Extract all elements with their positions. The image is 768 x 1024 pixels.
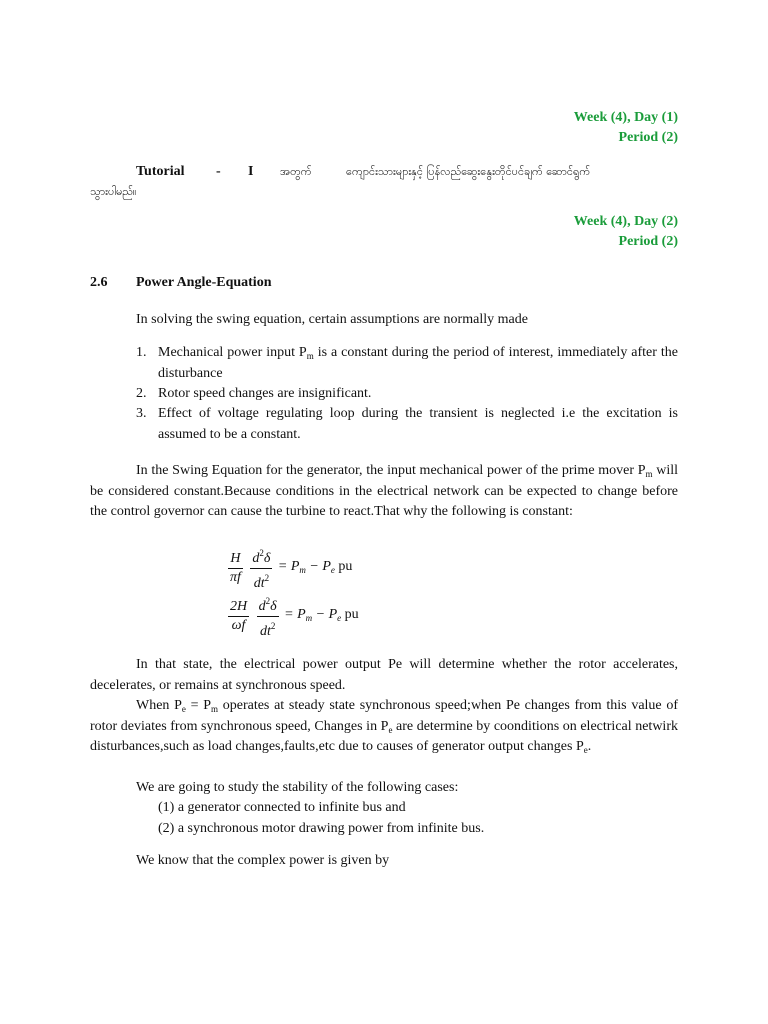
paragraph-when bbox=[90, 696, 678, 758]
subscript: e bbox=[181, 704, 186, 714]
eq-unit: pu bbox=[344, 607, 359, 622]
eq-term: ωf bbox=[231, 618, 246, 633]
eq-term: δ bbox=[263, 551, 271, 566]
eq-term: H bbox=[230, 551, 241, 566]
eq-term: − P bbox=[305, 559, 331, 574]
para-text: = P bbox=[185, 698, 212, 713]
list-text: Mechanical power input P bbox=[158, 345, 307, 360]
subscript: e bbox=[583, 745, 588, 755]
para-text: are determine by coonditions on electrical netwirk disturbances,such as load changes,faults,etc due to causes of generator output changes P bbox=[90, 718, 678, 754]
tutorial-dash: - bbox=[216, 164, 221, 179]
paragraph-study: We are going to study the stability of the following cases: bbox=[136, 780, 459, 795]
eq-sub: m bbox=[305, 613, 313, 623]
myanmar-text-a: အတွက် bbox=[280, 165, 312, 178]
eq-sub: m bbox=[299, 565, 306, 575]
subscript: m bbox=[645, 469, 653, 479]
subscript: e bbox=[388, 724, 393, 735]
list-item bbox=[136, 404, 678, 445]
period-label: Period (2) bbox=[618, 130, 678, 145]
eq-term: = P bbox=[284, 607, 306, 622]
tutorial-number: I bbox=[248, 164, 254, 179]
eq-term: δ bbox=[270, 599, 277, 614]
list-number: 2. bbox=[136, 386, 147, 401]
paragraph-swing bbox=[90, 461, 678, 523]
paragraph-state: In that state, the electrical power output Pe will determine whether the rotor accelerates, decelerates, or remains at synchronous speed. bbox=[90, 657, 678, 693]
eq-term: d bbox=[252, 551, 260, 566]
tutorial-label: Tutorial bbox=[136, 164, 185, 179]
para-text: In the Swing Equation for the generator, the input mechanical power of the prime mover P bbox=[136, 463, 646, 478]
para-text: When P bbox=[136, 698, 182, 713]
week-day-label: Week (4), Day (2) bbox=[573, 214, 678, 229]
eq-term: dt bbox=[253, 576, 265, 591]
para-text: operates at steady state synchronous speed;when Pe changes from this value of rotor deviates from synchronous speed, Changes in P bbox=[90, 698, 678, 734]
list-number: 1. bbox=[136, 345, 147, 360]
para-text: . bbox=[587, 739, 592, 754]
eq-sub: e bbox=[337, 613, 342, 623]
eq-term: πf bbox=[230, 570, 241, 585]
eq-sup: 2 bbox=[259, 548, 264, 558]
case-item: (1) a generator connected to infinite bus and bbox=[158, 800, 406, 815]
eq-sub: e bbox=[330, 565, 335, 575]
eq-term: − P bbox=[312, 607, 338, 622]
period-label: Period (2) bbox=[618, 234, 678, 249]
eq-term: d bbox=[258, 599, 266, 614]
eq-unit: pu bbox=[338, 559, 353, 574]
subscript: m bbox=[306, 351, 314, 361]
list-text: Rotor speed changes are insignificant. bbox=[158, 386, 372, 401]
equation-2 bbox=[226, 593, 359, 640]
list-item bbox=[136, 343, 678, 384]
case-item: (2) a synchronous motor drawing power from infinite bus. bbox=[158, 821, 485, 836]
week-day-header-1 bbox=[574, 108, 678, 148]
eq-sup: 2 bbox=[264, 573, 270, 583]
equation-1 bbox=[226, 545, 352, 592]
eq-sup: 2 bbox=[270, 621, 276, 631]
eq-term: = P bbox=[277, 559, 300, 574]
list-text: Effect of voltage regulating loop during the transient is neglected i.e the excitation is assumed to be a constant. bbox=[158, 406, 678, 442]
paragraph-complex: We know that the complex power is given by bbox=[136, 853, 390, 868]
week-day-label: Week (4), Day (1) bbox=[573, 110, 678, 125]
para-text-cont: will be considered constant.Because conditions in the electrical network can be expected to change before the control governor can cause the turbine to react.That why the following is constant: bbox=[90, 463, 679, 519]
subscript: m bbox=[211, 704, 219, 714]
myanmar-text-b: ကျောင်းသားများနှင့် ပြန်လည်ဆွေးနွေးတိုင်ပင်ချက် ဆောင်ရွက် bbox=[346, 165, 591, 178]
myanmar-text-c: သွားပါမည်။ bbox=[90, 185, 137, 198]
list-number: 3. bbox=[136, 406, 147, 421]
section-heading bbox=[90, 273, 272, 293]
eq-term: dt bbox=[259, 624, 271, 639]
eq-sup: 2 bbox=[265, 596, 271, 606]
list-text-cont: is a constant during the period of interest, immediately after the disturbance bbox=[158, 345, 678, 381]
eq-term: 2H bbox=[230, 599, 248, 614]
list-item bbox=[136, 384, 678, 405]
intro-text: In solving the swing equation, certain assumptions are normally made bbox=[136, 312, 528, 327]
section-number: 2.6 bbox=[90, 275, 108, 290]
section-title: Power Angle-Equation bbox=[136, 275, 272, 290]
week-day-header-2 bbox=[574, 212, 678, 252]
